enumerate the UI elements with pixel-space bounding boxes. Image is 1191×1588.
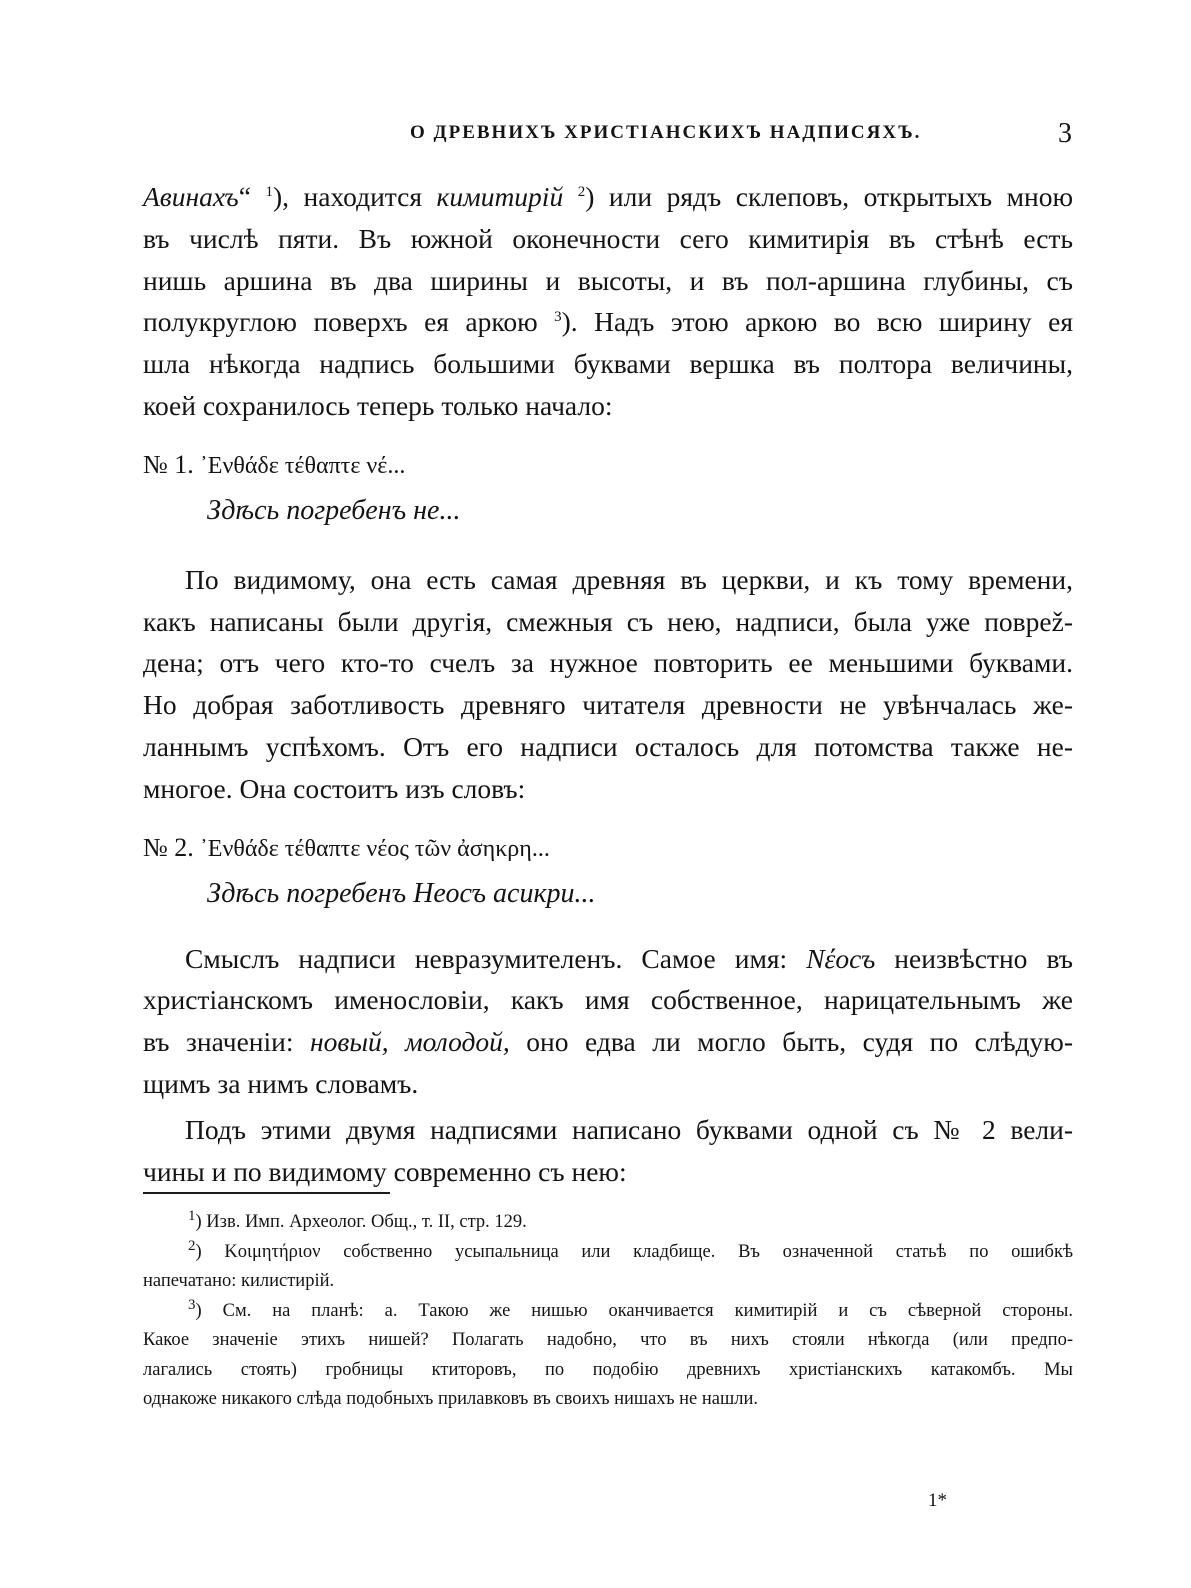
footnote-text: собственно усыпальница или кладбище. Въ означенной статьѣ по ошибкѣ [320,1241,1073,1262]
text-line: шла нѣкогда надпись большими буквами вершка въ полтора величины, [143,348,1073,380]
greek-text: ᾿Ενθάδε τέθαπτε νέ... [199,452,406,479]
signature-mark: 1* [928,1490,947,1511]
inscription-1 [143,443,1073,535]
paragraph-3 [143,938,1073,1105]
text-line: дена; отъ чего кто-то счелъ за нужное повторить ее меньшими буквами. [143,647,1073,679]
footnotes [143,1208,1073,1415]
text-line: христіанскомъ именословіи, какъ имя собственное, нарицательнымъ же [143,984,1073,1016]
text-line [143,1021,1073,1063]
footnote-mark: 2 [188,1237,196,1254]
inscription-translation: Здѣсь погребенъ Неосъ асикри... [207,877,596,909]
italic-word: Авинахъ [143,181,239,212]
text-run: ). Надъ этою аркою во всю ширину ея [561,306,1073,338]
footnote-mark: 1 [188,1207,196,1224]
text-run: неизвѣстно въ [875,942,1073,974]
footnote-text: ) [195,1241,225,1262]
page-number: 3 [1058,118,1072,149]
italic-word: новый, молодой, [310,1026,510,1058]
text-line [143,938,1073,980]
italic-word: кимитирій [436,181,564,212]
text-line [143,301,1073,343]
footnote-3 [143,1297,1073,1327]
text-line: щимъ за нимъ словамъ. [143,1067,419,1099]
footnote-text: ) См. на планѣ: а. Такою же нишью оканчивается кимитирій и съ сѣверной стороны. [195,1300,1073,1321]
main-text [143,176,1073,1192]
italic-word: Νέосъ [806,942,876,974]
text-line: Но добрая заботливость древняго читателя древности не увѣнчалась же- [143,689,1073,721]
text-line: многое. Она состоитъ изъ словъ: [143,772,526,804]
greek-text: ᾿Ενθάδε τέθαπτε νέος τῶν ἀσηκρη... [199,835,550,862]
paragraph-2 [143,559,1073,810]
text-line: какъ написаны были другія, смежныя съ нею, надписи, была уже поврež- [143,605,1073,637]
paragraph-4 [143,1109,1073,1193]
text-run: оно едва ли могло быть, судя по слѣдую- [509,1026,1073,1058]
inscription-2 [143,826,1073,918]
paragraph-1 [143,176,1073,427]
inscription-greek [143,826,1073,870]
footnote-2 [143,1238,1073,1268]
footnote-line: напечатано: килистирій. [143,1271,335,1291]
inscription-number: № 1. [143,449,194,479]
text-line: въ числѣ пяти. Въ южной оконечности сего кимитирія въ стѣнѣ есть [143,222,1073,254]
footnote-ref: 2 [577,183,586,200]
footnote-line: Какое значеніе этихъ нишей? Полагать надобно, что въ нихъ стояли нѣкогда (или предпо- [143,1330,1073,1350]
footnote-line: лагались стоять) гробницы ктиторовъ, по подобію древнихъ христіанскихъ катакомбъ. Мы [143,1359,1073,1380]
footnote-mark: 3 [188,1296,196,1313]
text-line: чины и по видимому современно съ нею: [143,1155,627,1187]
text-line: Подъ этими двумя надписями написано буквами одной съ № 2 вели- [185,1113,1073,1145]
inscription-number: № 2. [143,832,194,862]
text-line: По видимому, она есть самая древняя въ церкви, и къ тому времени, [185,563,1073,595]
inscription-translation: Здѣсь погребенъ не... [207,494,461,526]
text-run: ) или рядъ склеповъ, открытыхъ мною [585,181,1073,212]
text-line: нишь аршина въ два ширины и высоты, и въ пол-аршина глубины, съ [143,264,1073,296]
text-run: полукруглою поверхъ ея аркою [143,306,555,338]
footnote-ref: 1 [265,183,273,200]
footnote-line: однакоже никакого слѣда подобныхъ прилавковъ въ своихъ нишахъ не нашли. [143,1389,758,1409]
text-line [143,176,1073,218]
text-run: Смыслъ надписи невразумителенъ. Самое имя: [185,942,807,974]
text-line: коей сохранилось теперь только начало: [143,389,613,421]
running-title: О ДРЕВНИХЪ ХРИСТІАНСКИХЪ НАДПИСЯХЪ. [410,122,922,143]
text-line: ланнымъ успѣхомъ. Отъ его надписи осталось для потомства также не- [143,730,1073,762]
footnote-ref: 3 [554,309,562,326]
text-run: ), находится [272,181,437,212]
footnote-1 [143,1208,1073,1238]
inscription-greek [143,443,1073,487]
page-header [0,118,1191,152]
footnote-separator [143,1192,390,1194]
footnote-text: ) Изв. Имп. Археолог. Общ., т. II, стр. 129. [195,1212,527,1232]
text-run: въ значеніи: [143,1026,311,1058]
greek-text: Κοιμητήριον [224,1241,321,1262]
quote-mark: “ [238,181,251,212]
